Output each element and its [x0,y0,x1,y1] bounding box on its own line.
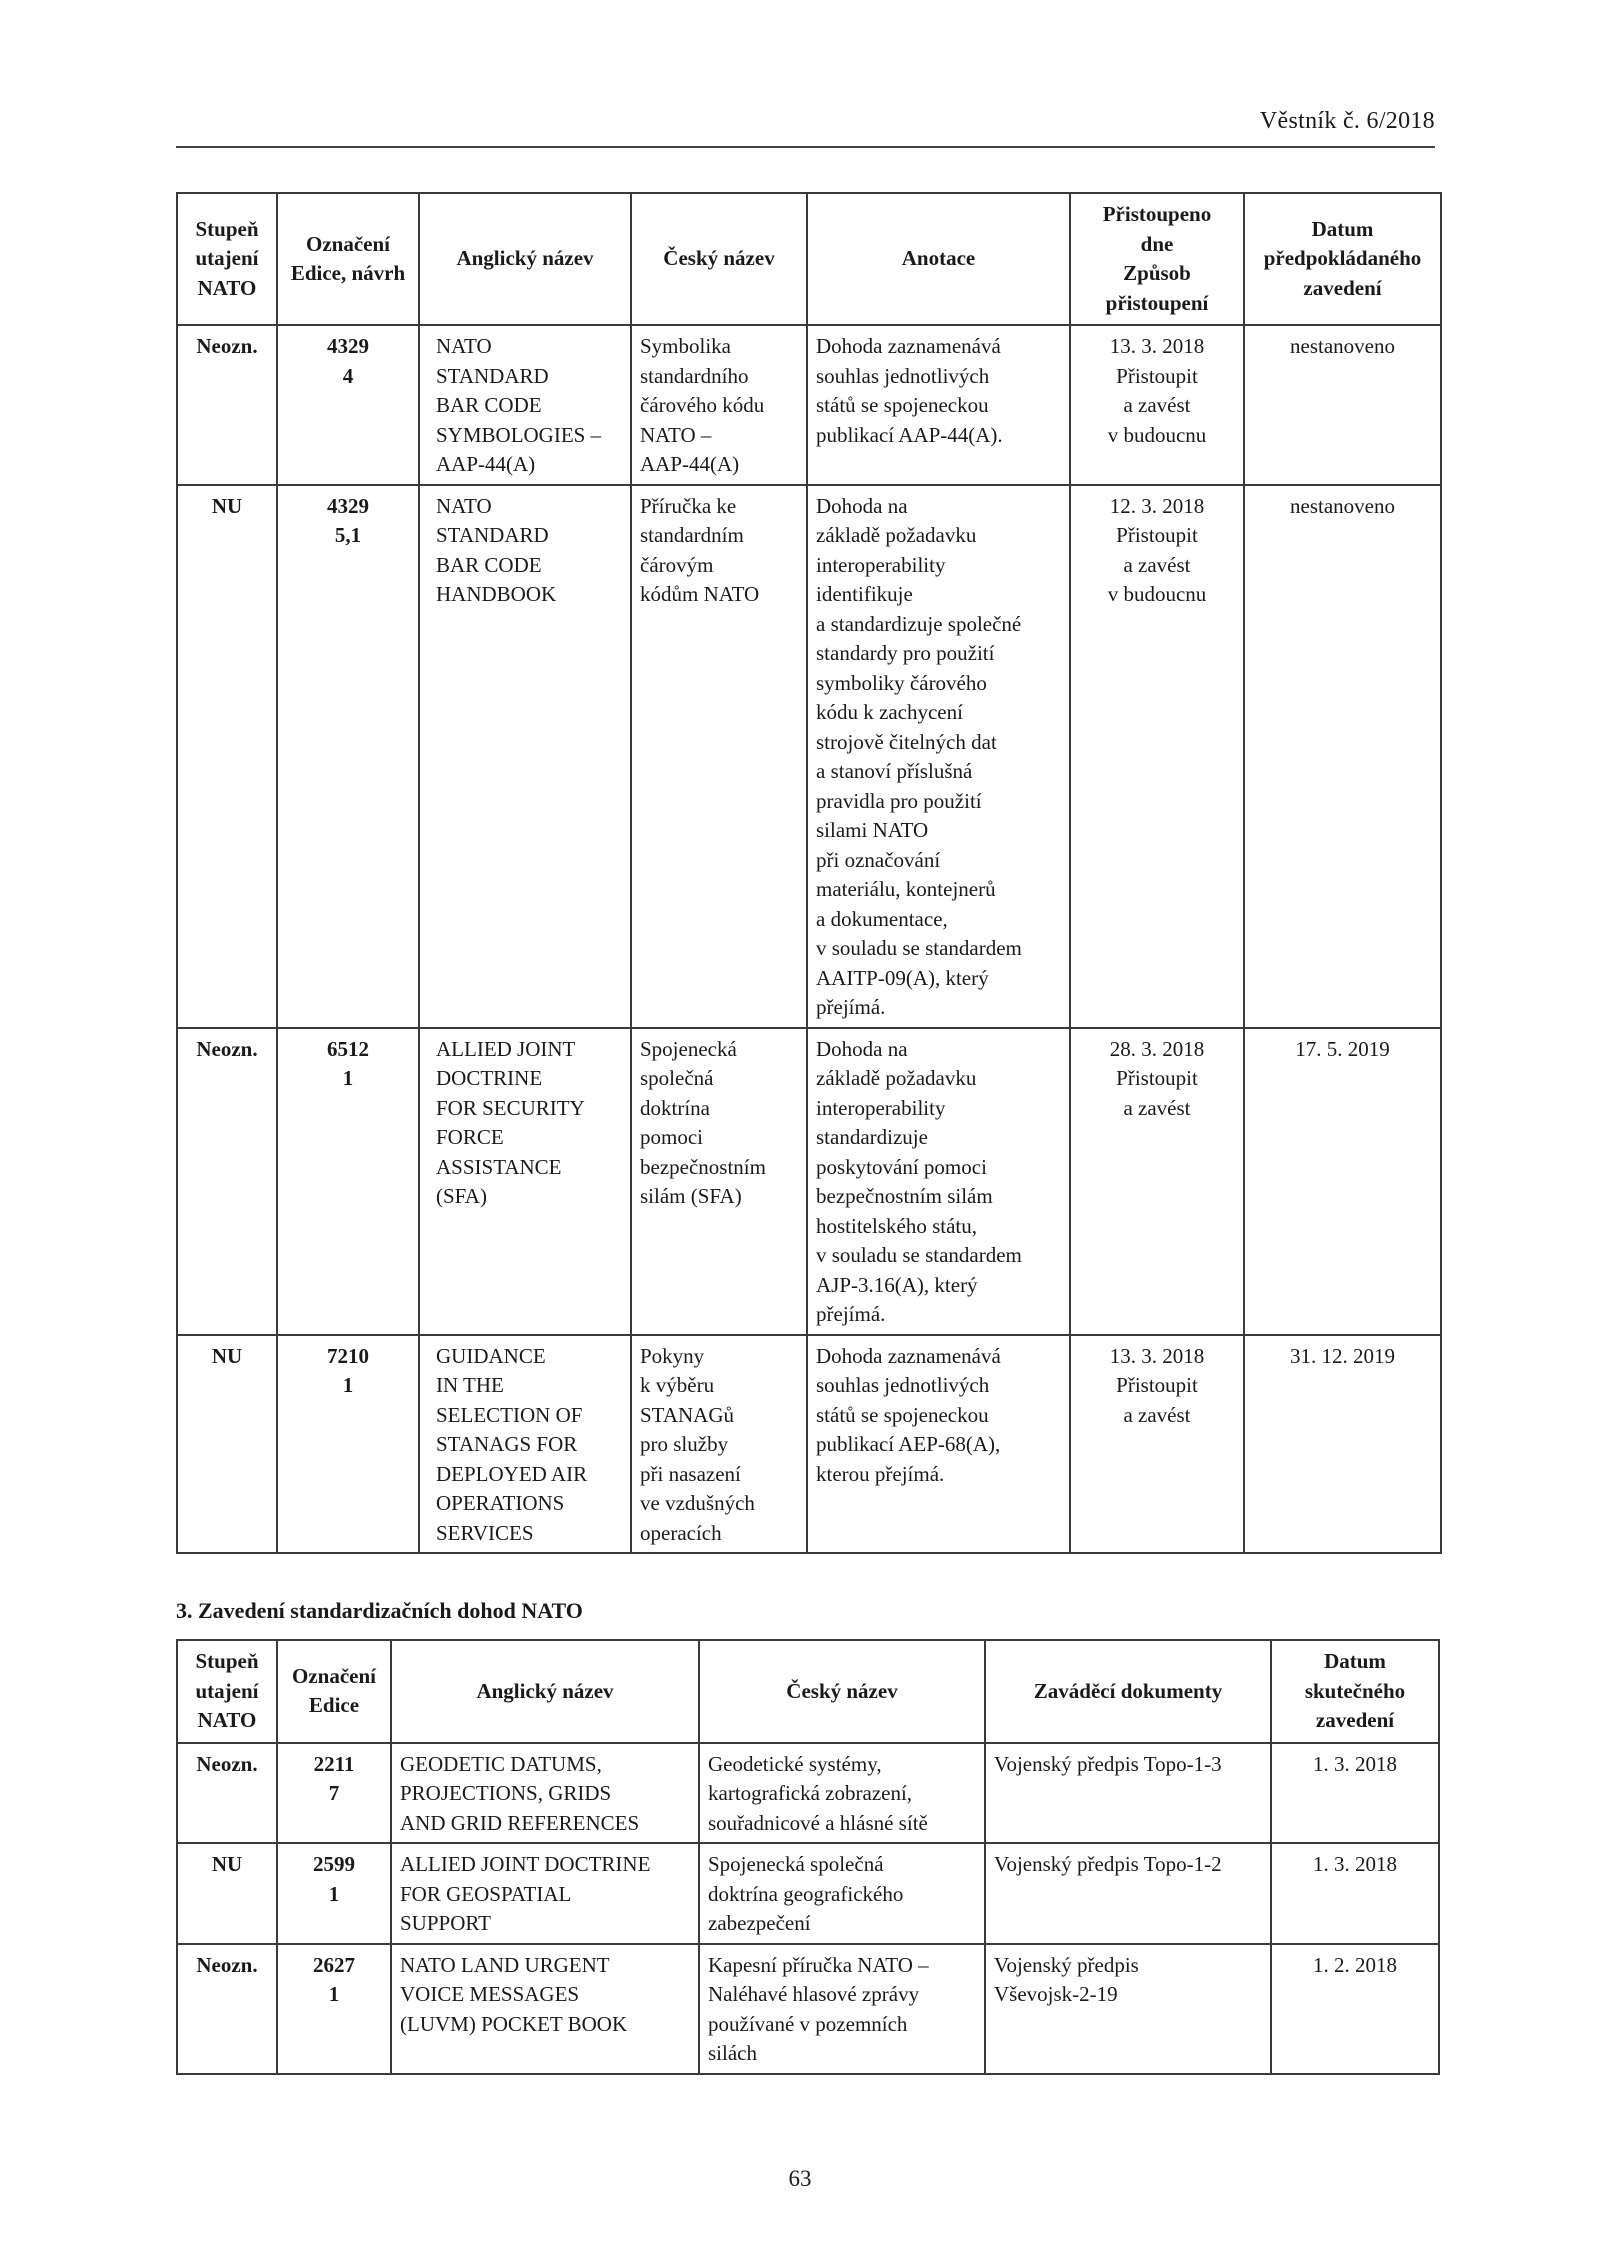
table-row [177,1028,1441,1335]
cell-english-name: NATO LAND URGENT VOICE MESSAGES (LUVM) POCKET BOOK [391,1944,699,2074]
cell-designation: 4329 4 [277,325,419,485]
column-header-english-name: Anglický název [391,1640,699,1743]
table-row [177,1743,1439,1844]
accession-table [176,192,1442,1554]
cell-accession: 13. 3. 2018 Přistoupit a zavést [1070,1335,1244,1554]
cell-english-name: NATO STANDARD BAR CODE HANDBOOK [419,485,631,1028]
table-row [177,1843,1439,1944]
cell-date: 1. 2. 2018 [1271,1944,1439,2074]
cell-accession: 13. 3. 2018 Přistoupit a zavést v budoucnu [1070,325,1244,485]
cell-annotation: Dohoda na základě požadavku interoperability identifikuje a standardizuje společné standardy pro použití symboliky čárového kódu k zachycení strojově čitelných dat a stanoví příslušná pravidla pro použití silami NATO při označování materiálu, kontejnerů a dokumentace, v souladu se standardem AAITP-09(A), který přejímá. [807,485,1070,1028]
cell-designation: 7210 1 [277,1335,419,1554]
column-header-documents: Zaváděcí dokumenty [985,1640,1271,1743]
cell-designation: 2627 1 [277,1944,391,2074]
cell-annotation: Dohoda zaznamenává souhlas jednotlivých států se spojeneckou publikací AAP-44(A). [807,325,1070,485]
cell-date: nestanoveno [1244,485,1441,1028]
cell-designation: 2599 1 [277,1843,391,1944]
cell-annotation: Dohoda na základě požadavku interoperability standardizuje poskytování pomoci bezpečnostním silám hostitelského státu, v souladu se standardem AJP-3.16(A), který přejímá. [807,1028,1070,1335]
cell-czech-name: Spojenecká společná doktrína pomoci bezpečnostním silám (SFA) [631,1028,807,1335]
column-header-czech-name: Český název [699,1640,985,1743]
cell-czech-name: Geodetické systémy, kartografická zobrazení, souřadnicové a hlásné sítě [699,1743,985,1844]
implementation-table [176,1639,1440,2075]
table-row [177,485,1441,1028]
cell-accession: 12. 3. 2018 Přistoupit a zavést v budoucnu [1070,485,1244,1028]
cell-designation: 2211 7 [277,1743,391,1844]
cell-date: nestanoveno [1244,325,1441,485]
header-title: Věstník č. 6/2018 [1259,108,1435,134]
cell-accession: 28. 3. 2018 Přistoupit a zavést [1070,1028,1244,1335]
column-header-designation: Označení Edice, návrh [277,193,419,325]
column-header-classification: Stupeň utajení NATO [177,193,277,325]
cell-documents: Vojenský předpis Topo-1-3 [985,1743,1271,1844]
cell-date: 1. 3. 2018 [1271,1843,1439,1944]
cell-czech-name: Symbolika standardního čárového kódu NATO – AAP-44(A) [631,325,807,485]
cell-english-name: GUIDANCE IN THE SELECTION OF STANAGS FOR DEPLOYED AIR OPERATIONS SERVICES [419,1335,631,1554]
cell-classification: Neozn. [177,1028,277,1335]
cell-english-name: GEODETIC DATUMS, PROJECTIONS, GRIDS AND GRID REFERENCES [391,1743,699,1844]
section-heading: 3. Zavedení standardizačních dohod NATO [176,1598,583,1623]
column-header-expected-date: Datum předpokládaného zavedení [1244,193,1441,325]
cell-annotation: Dohoda zaznamenává souhlas jednotlivých států se spojeneckou publikací AEP-68(A), kterou přejímá. [807,1335,1070,1554]
cell-date: 17. 5. 2019 [1244,1028,1441,1335]
cell-classification: Neozn. [177,325,277,485]
column-header-designation: Označení Edice [277,1640,391,1743]
table-header-row [177,193,1441,325]
column-header-english-name: Anglický název [419,193,631,325]
column-header-annotation: Anotace [807,193,1070,325]
table-row [177,1944,1439,2074]
column-header-czech-name: Český název [631,193,807,325]
cell-date: 31. 12. 2019 [1244,1335,1441,1554]
page-number: 63 [788,2166,812,2191]
table-header-row [177,1640,1439,1743]
cell-classification: NU [177,1335,277,1554]
cell-english-name: ALLIED JOINT DOCTRINE FOR GEOSPATIAL SUPPORT [391,1843,699,1944]
cell-documents: Vojenský předpis Topo-1-2 [985,1843,1271,1944]
column-header-classification: Stupeň utajení NATO [177,1640,277,1743]
cell-czech-name: Příručka ke standardním čárovým kódům NATO [631,485,807,1028]
table-row [177,1335,1441,1554]
cell-classification: Neozn. [177,1944,277,2074]
cell-czech-name: Kapesní příručka NATO – Naléhavé hlasové zprávy používané v pozemních silách [699,1944,985,2074]
cell-classification: Neozn. [177,1743,277,1844]
cell-documents: Vojenský předpis Vševojsk-2-19 [985,1944,1271,2074]
table-row [177,325,1441,485]
cell-classification: NU [177,485,277,1028]
header-rule [176,146,1435,148]
cell-english-name: NATO STANDARD BAR CODE SYMBOLOGIES – AAP-44(A) [419,325,631,485]
cell-designation: 4329 5,1 [277,485,419,1028]
cell-designation: 6512 1 [277,1028,419,1335]
cell-date: 1. 3. 2018 [1271,1743,1439,1844]
column-header-actual-date: Datum skutečného zavedení [1271,1640,1439,1743]
cell-czech-name: Spojenecká společná doktrína geografického zabezpečení [699,1843,985,1944]
cell-english-name: ALLIED JOINT DOCTRINE FOR SECURITY FORCE ASSISTANCE (SFA) [419,1028,631,1335]
column-header-accession: Přistoupeno dne Způsob přistoupení [1070,193,1244,325]
cell-czech-name: Pokyny k výběru STANAGů pro služby při nasazení ve vzdušných operacích [631,1335,807,1554]
cell-classification: NU [177,1843,277,1944]
